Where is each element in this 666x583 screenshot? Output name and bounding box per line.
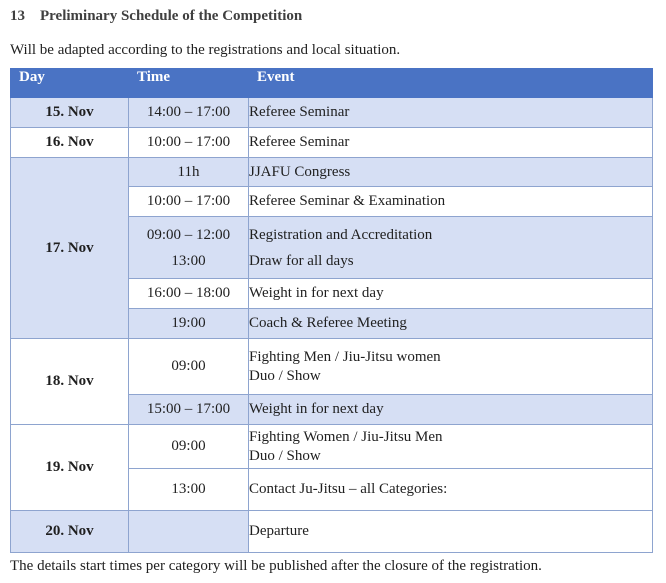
event-cell <box>249 339 653 395</box>
time-cell: 14:00 – 17:00 <box>129 98 249 128</box>
header-event: Event <box>249 69 653 98</box>
event-cell <box>249 425 653 469</box>
event-cell: Departure <box>249 511 653 553</box>
header-day: Day <box>11 69 129 98</box>
table-row <box>11 339 653 395</box>
day-cell: 15. Nov <box>11 98 129 128</box>
day-cell: 19. Nov <box>11 425 129 511</box>
event-cell: Contact Ju-Jitsu – all Categories: <box>249 469 653 511</box>
day-cell: 17. Nov <box>11 158 129 339</box>
table-header-row <box>11 69 653 98</box>
time-cell: 09:00 <box>129 339 249 395</box>
event-line: Duo / Show <box>249 447 321 464</box>
event-cell <box>249 217 653 279</box>
time-cell: 10:00 – 17:00 <box>129 187 249 217</box>
time-cell: 15:00 – 17:00 <box>129 395 249 425</box>
event-line: Draw for all days <box>249 252 354 269</box>
time-cell: 13:00 <box>129 469 249 511</box>
event-cell: Weight in for next day <box>249 395 653 425</box>
event-cell: Referee Seminar <box>249 128 653 158</box>
section-number: 13 <box>10 8 25 24</box>
table-row <box>11 511 653 553</box>
section-title: Preliminary Schedule of the Competition <box>40 8 303 24</box>
section-heading <box>10 8 302 25</box>
schedule-table <box>10 68 653 553</box>
intro-text: Will be adapted according to the registrations and local situation. <box>10 42 401 58</box>
header-time: Time <box>129 69 249 98</box>
time-line: 13:00 <box>171 252 206 269</box>
table-row <box>11 98 653 128</box>
day-cell: 18. Nov <box>11 339 129 425</box>
time-cell: 10:00 – 17:00 <box>129 128 249 158</box>
table-row <box>11 128 653 158</box>
time-line: 09:00 – 12:00 <box>146 226 231 243</box>
time-cell: 11h <box>129 158 249 187</box>
event-cell: Referee Seminar & Examination <box>249 187 653 217</box>
event-line: Duo / Show <box>249 367 321 384</box>
time-cell <box>129 511 249 553</box>
event-cell: Referee Seminar <box>249 98 653 128</box>
event-cell: Coach & Referee Meeting <box>249 309 653 339</box>
table-row <box>11 425 653 469</box>
time-cell <box>129 217 249 279</box>
time-cell: 09:00 <box>129 425 249 469</box>
time-cell: 19:00 <box>129 309 249 339</box>
table-row <box>11 158 653 187</box>
footer-note: The details start times per category will be published after the closure of the registration. <box>10 558 542 574</box>
event-line: Fighting Women / Jiu-Jitsu Men <box>249 428 443 445</box>
event-line: Fighting Men / Jiu-Jitsu women <box>249 348 441 365</box>
time-cell: 16:00 – 18:00 <box>129 279 249 309</box>
event-cell: Weight in for next day <box>249 279 653 309</box>
event-cell: JJAFU Congress <box>249 158 653 187</box>
event-line: Registration and Accreditation <box>249 226 433 243</box>
day-cell: 16. Nov <box>11 128 129 158</box>
day-cell: 20. Nov <box>11 511 129 553</box>
